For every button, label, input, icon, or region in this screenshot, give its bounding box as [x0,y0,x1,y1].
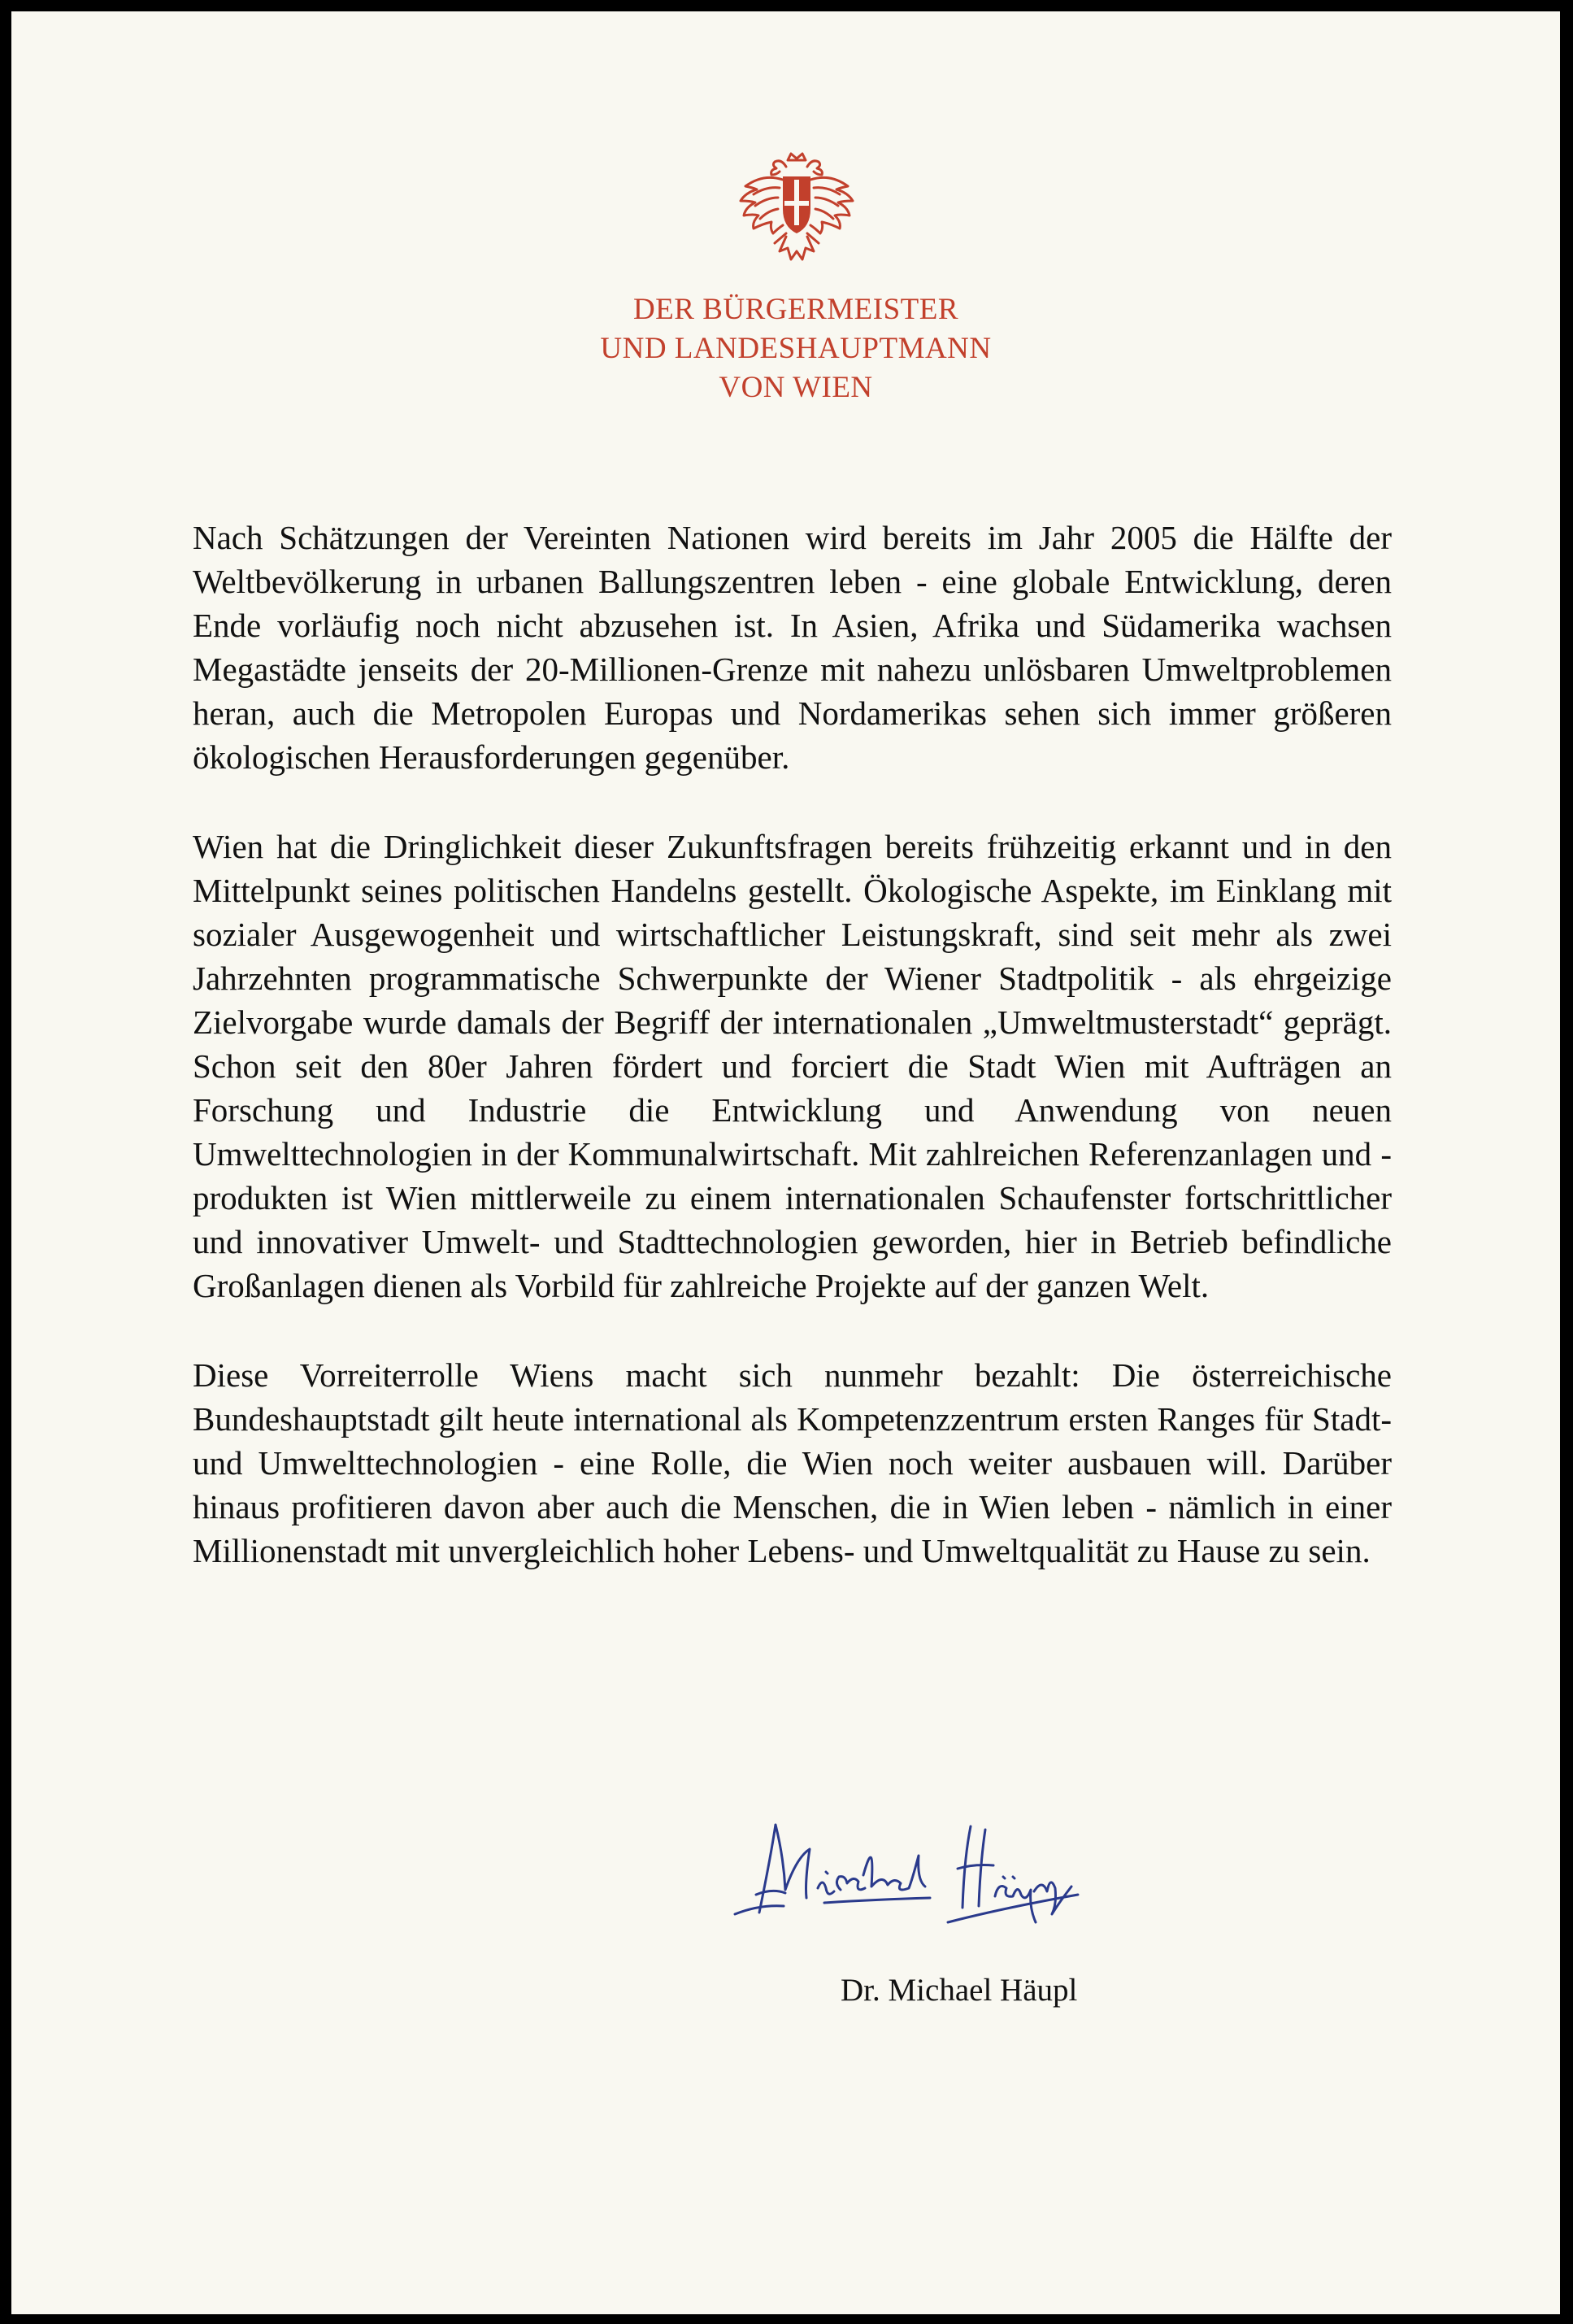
letter-page [11,11,1560,2314]
letterhead-title [467,290,1125,407]
letterhead-line-1: DER BÜRGERMEISTER [632,293,959,326]
handwritten-signature [727,1800,1198,1947]
paragraph-1: Nach Schätzungen der Vereinten Nationen wird bereits im Jahr 2005 die Hälfte der Weltbevölkerung in urbanen Ballungszentren leben - eine globale Entwicklung, deren Ende vorläufig noch nicht abzusehen ist. In Asien, Afrika und Südamerika wachsen Megastädte jenseits der 20-Millionen-Grenze mit nahezu unlösbaren Umweltproblemen heran, auch die Metropolen Europas und Nordamerikas sehen sich immer größeren ökologischen Herausforderungen gegenüber. [193,519,1392,776]
letterhead-line-3: VON WIEN [719,371,873,404]
signer-name: Dr. Michael Häupl [841,1973,1078,2008]
paragraph-3: Diese Vorreiterrolle Wiens macht sich nunmehr bezahlt: Die österreichische Bundeshauptstadt gilt heute international als Kompetenzzentrum ersten Ranges für Stadt- und Umwelttechnologien - eine Rolle, die Wien noch weiter ausbauen will. Darüber hinaus profitieren davon aber auch die Menschen, die in Wien leben - nämlich in einer Millionenstadt mit unvergleichlich hoher Lebens- und Umweltqualität zu Hause zu sein. [193,1356,1392,1569]
letterhead-line-2: UND LANDESHAUPTMANN [600,332,992,365]
letter-body [193,516,1392,1618]
paragraph-2: Wien hat die Dringlichkeit dieser Zukunftsfragen bereits frühzeitig erkannt und in den Mittelpunkt seines politischen Handelns gestellt. Ökologische Aspekte, im Einklang mit sozialer Ausgewogenheit und wirtschaftlicher Leistungskraft, sind seit mehr als zwei Jahrzehnten programmatische Schwerpunkte der Wiener Stadtpolitik - als ehrgeizige Zielvorgabe wurde damals der Begriff der internationalen „Umweltmusterstadt“ geprägt. Schon seit den 80er Jahren fördert und forciert die Stadt Wien mit Aufträgen an Forschung und Industrie die Entwicklung und Anwendung von neuen Umwelttechnologien in der Kommunalwirtschaft. Mit zahlreichen Referenzanlagen und -produkten ist Wien mittlerweile zu einem internationalen Schaufenster fortschrittlicher und innovativer Umwelt- und Stadttechnologien geworden, hier in Betrieb befindliche Großanlagen dienen als Vorbild für zahlreiche Projekte auf der ganzen Welt. [193,828,1392,1304]
vienna-coat-of-arms-eagle-icon [737,152,856,264]
